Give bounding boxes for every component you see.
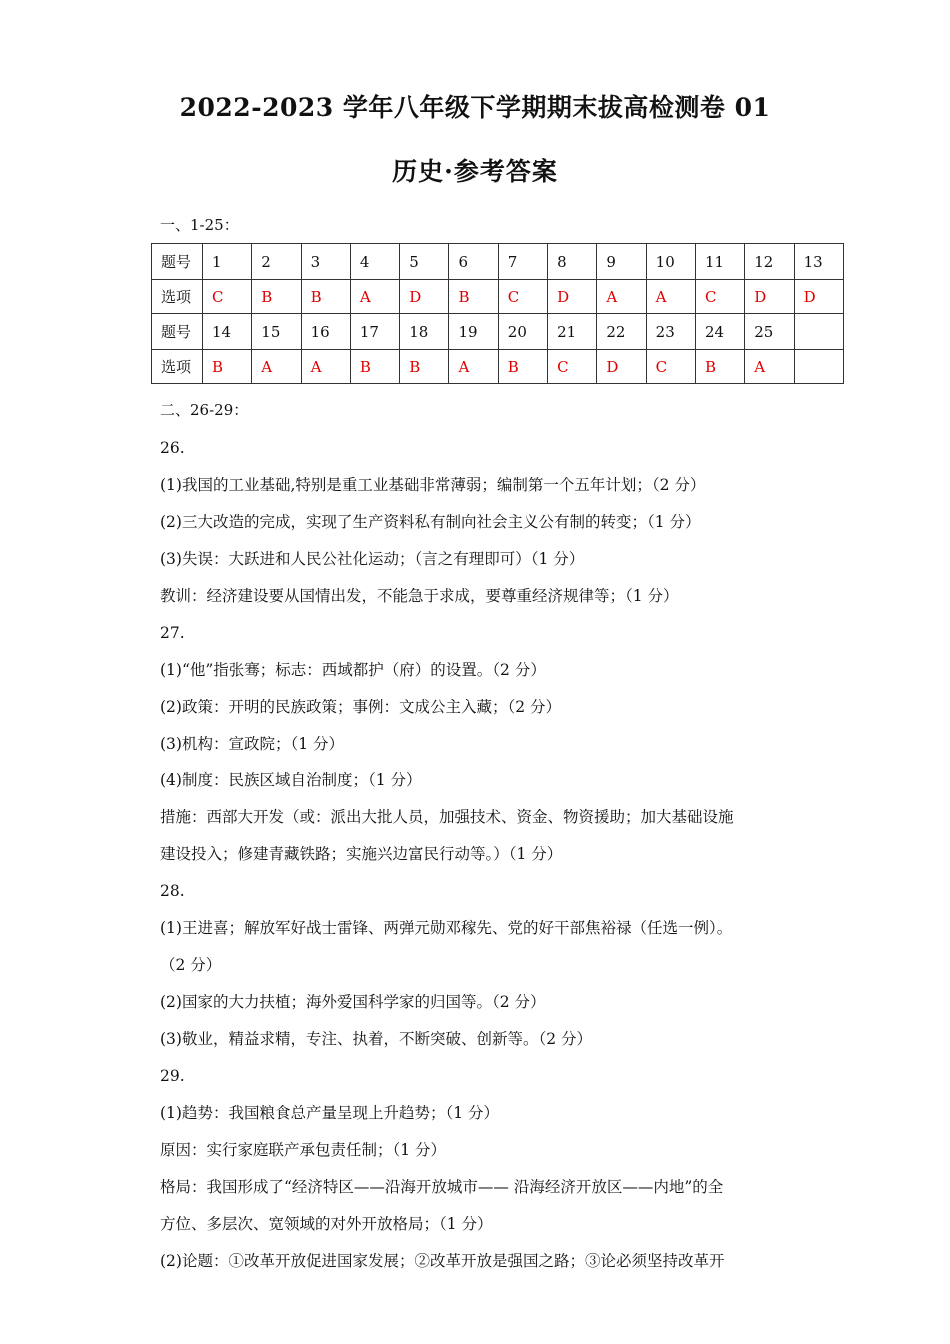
- answer-option: A: [301, 350, 350, 384]
- question-number: 10: [646, 244, 695, 280]
- answer-line: (1)王进喜；解放军好战士雷锋、两弹元勋邓稼先、党的好干部焦裕禄（任选一例）。: [160, 919, 733, 938]
- question-number: 2: [252, 244, 301, 280]
- question-number: 19: [449, 314, 498, 350]
- answer-body: [160, 430, 800, 1280]
- question-number: 13: [794, 244, 843, 280]
- question-number: 1: [203, 244, 252, 280]
- answer-option: B: [695, 350, 744, 384]
- row-label: 题号: [152, 244, 203, 280]
- answer-line: (1)“他”指张骞；标志：西域都护（府）的设置。（2 分）: [160, 660, 546, 679]
- question-number: 22: [597, 314, 646, 350]
- answer-option: A: [646, 280, 695, 314]
- question-number: 8: [548, 244, 597, 280]
- section-heading-essay: 二、26-29：: [160, 401, 249, 419]
- answer-option: B: [203, 350, 252, 384]
- answer-line: (2)三大改造的完成，实现了生产资料私有制向社会主义公有制的转变；（1 分）: [160, 512, 701, 531]
- answer-option: B: [449, 280, 498, 314]
- answer-option: D: [548, 280, 597, 314]
- answer-option: C: [498, 280, 547, 314]
- document-title: 2022-2023 学年八年级下学期期末拔高检测卷 01: [179, 93, 771, 122]
- answer-line: 26.: [160, 439, 185, 457]
- question-number: 6: [449, 244, 498, 280]
- answer-option: C: [646, 350, 695, 384]
- section-heading-choice: 一、1-25：: [160, 216, 239, 234]
- question-number: 23: [646, 314, 695, 350]
- answer-line: 27.: [160, 623, 185, 642]
- answer-option: D: [745, 280, 794, 314]
- question-number: 4: [350, 244, 399, 280]
- question-number: 14: [203, 314, 252, 350]
- answer-table: [151, 243, 844, 384]
- question-number: 20: [498, 314, 547, 350]
- answer-option: B: [252, 280, 301, 314]
- answer-option: D: [400, 280, 449, 314]
- answer-option: B: [498, 350, 547, 384]
- answer-option: A: [745, 350, 794, 384]
- answer-option: A: [449, 350, 498, 384]
- answer-line: (2)国家的大力扶植；海外爱国科学家的归国等。（2 分）: [160, 993, 546, 1012]
- row-label: 选项: [152, 280, 203, 314]
- question-number: 5: [400, 244, 449, 280]
- answer-option: A: [252, 350, 301, 384]
- row-label: 选项: [152, 350, 203, 384]
- answer-line: 格局：我国形成了“经济特区——沿海开放城市—— 沿海经济开放区——内地”的全: [160, 1177, 724, 1196]
- answer-line: (4)制度：民族区域自治制度；（1 分）: [160, 771, 422, 790]
- answer-option: C: [695, 280, 744, 314]
- question-number: 21: [548, 314, 597, 350]
- answer-line: (3)机构：宣政院；（1 分）: [160, 734, 344, 753]
- answer-line: (3)失误：大跃进和人民公社化运动；（言之有理即可）（1 分）: [160, 549, 585, 568]
- answer-line: 措施：西部大开发（或：派出大批人员，加强技术、资金、物资援助；加大基础设施: [160, 808, 734, 827]
- question-number: 9: [597, 244, 646, 280]
- answer-line: (1)趋势：我国粮食总产量呈现上升趋势；（1 分）: [160, 1103, 499, 1122]
- answer-line: 原因：实行家庭联产承包责任制；（1 分）: [160, 1140, 447, 1159]
- answer-line: (2)论题：①改革开放促进国家发展；②改革开放是强国之路；③论必须坚持改革开: [160, 1251, 725, 1270]
- answer-line: (3)敬业，精益求精，专注、执着，不断突破、创新等。（2 分）: [160, 1030, 592, 1048]
- empty-cell: [794, 314, 843, 350]
- answer-line: 方位、多层次、宽领域的对外开放格局；（1 分）: [160, 1214, 493, 1233]
- answer-option: B: [350, 350, 399, 384]
- question-number: 24: [695, 314, 744, 350]
- question-number: 17: [350, 314, 399, 350]
- question-number: 25: [745, 314, 794, 350]
- answer-line: 29.: [160, 1066, 185, 1085]
- answer-option: B: [400, 350, 449, 384]
- question-number: 7: [498, 244, 547, 280]
- answer-line: 教训：经济建设要从国情出发，不能急于求成，要尊重经济规律等；（1 分）: [160, 586, 679, 605]
- table-row: [152, 350, 844, 384]
- answer-option: D: [597, 350, 646, 384]
- question-number: 12: [745, 244, 794, 280]
- answer-option: A: [350, 280, 399, 314]
- answer-line: 28.: [160, 882, 185, 901]
- table-row: [152, 280, 844, 314]
- question-number: 11: [695, 244, 744, 280]
- answer-option: A: [597, 280, 646, 314]
- document-subtitle: 历史·参考答案: [392, 157, 558, 186]
- answer-option: B: [301, 280, 350, 314]
- answer-line: （2 分）: [160, 956, 222, 975]
- question-number: 3: [301, 244, 350, 280]
- answer-option: C: [203, 280, 252, 314]
- question-number: 16: [301, 314, 350, 350]
- answer-option: C: [548, 350, 597, 384]
- question-number: 15: [252, 314, 301, 350]
- answer-line: (2)政策：开明的民族政策；事例：文成公主入藏；（2 分）: [160, 697, 561, 716]
- answer-option: D: [794, 280, 843, 314]
- answer-line: 建设投入；修建青藏铁路；实施兴边富民行动等。）（1 分）: [160, 845, 563, 864]
- question-number: 18: [400, 314, 449, 350]
- table-row: [152, 314, 844, 350]
- row-label: 题号: [152, 314, 203, 350]
- answer-line: (1)我国的工业基础,特别是重工业基础非常薄弱；编制第一个五年计划；（2 分）: [160, 475, 706, 494]
- table-row: [152, 244, 844, 280]
- empty-cell: [794, 350, 843, 384]
